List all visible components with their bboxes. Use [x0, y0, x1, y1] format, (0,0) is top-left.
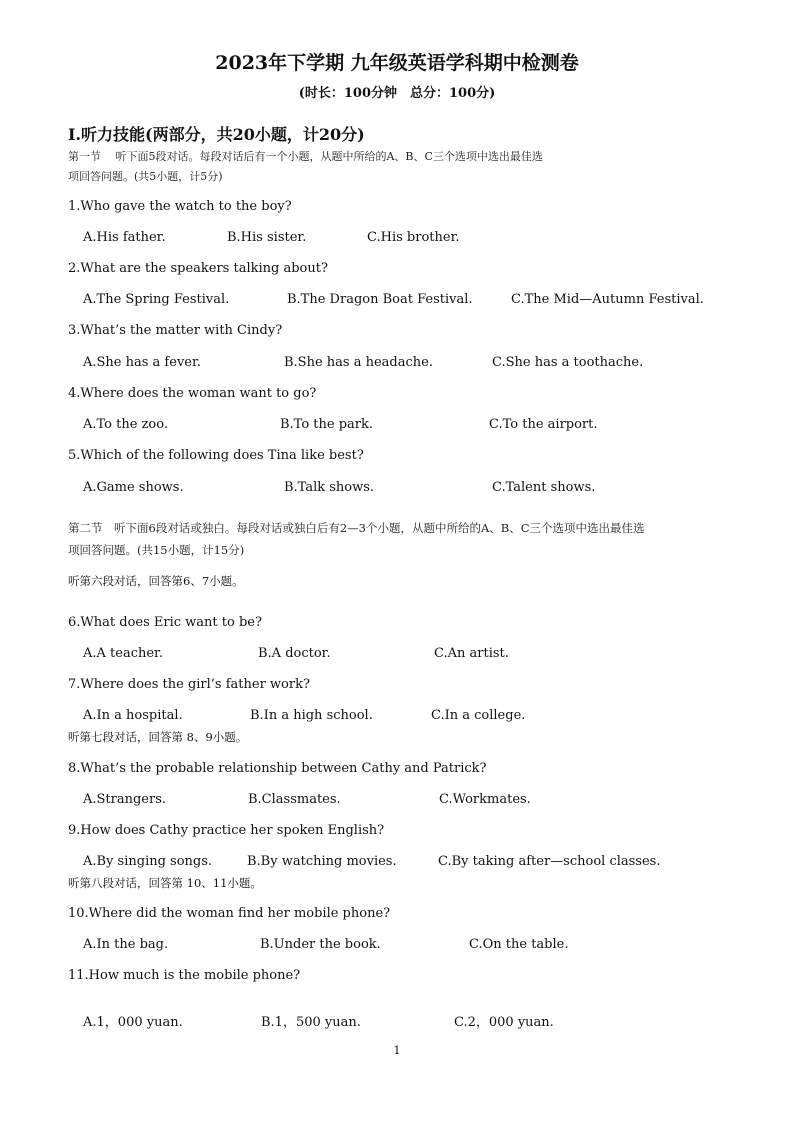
dialogue-7-note: 听第七段对话，回答第 8、9小题。: [68, 730, 248, 744]
question-8: 8.What’s the probable relationship between Cathy and Patrick?: [68, 761, 487, 776]
question-4-option-b: B.To the park.: [280, 417, 374, 432]
question-7-option-b: B.In a high school.: [250, 708, 373, 723]
question-1-option-a: A.His father.: [83, 230, 166, 245]
question-5-option-b: B.Talk shows.: [284, 480, 375, 495]
question-6-option-c: C.An artist.: [434, 646, 509, 661]
question-4-option-a: A.To the zoo.: [83, 417, 168, 432]
question-2-option-a: A.The Spring Festival.: [83, 292, 230, 307]
question-1-option-c: C.His brother.: [367, 230, 460, 245]
part-heading: Ⅰ.听力技能(两部分，共20小题，计20分): [68, 125, 365, 144]
question-3-option-b: B.She has a headache.: [284, 355, 433, 370]
question-5: 5.Which of the following does Tina like best?: [68, 448, 364, 463]
question-8-option-c: C.Workmates.: [439, 792, 531, 807]
question-8-option-b: B.Classmates.: [248, 792, 341, 807]
exam-subtitle: (时长：100分钟 总分：100分): [298, 86, 496, 101]
question-10: 10.Where did the woman find her mobile phone?: [68, 906, 391, 921]
section1-instructions-line1: 第一节 听下面5段对话。每段对话后有一个小题，从题中所给的A、B、C三个选项中选出最佳选: [68, 150, 543, 163]
question-3: 3.What’s the matter with Cindy?: [68, 323, 283, 338]
question-7-option-a: A.In a hospital.: [83, 708, 183, 723]
question-10-option-b: B.Under the book.: [260, 937, 381, 952]
question-5-option-a: A.Game shows.: [83, 480, 184, 495]
section2-instructions-line2: 项回答问题。(共15小题，计15分): [68, 543, 245, 557]
question-2-option-b: B.The Dragon Boat Festival.: [287, 292, 473, 307]
question-6: 6.What does Eric want to be?: [68, 615, 262, 630]
question-9-option-b: B.By watching movies.: [247, 854, 397, 869]
question-4-option-c: C.To the airport.: [489, 417, 598, 432]
exam-title: 2023年下学期 九年级英语学科期中检测卷: [215, 52, 579, 74]
dialogue-8-note: 听第八段对话，回答第 10、11小题。: [68, 876, 262, 890]
question-7: 7.Where does the girl’s father work?: [68, 677, 310, 692]
question-10-option-a: A.In the bag.: [83, 937, 169, 952]
section2-instructions-line1: 第二节 听下面6段对话或独白。每段对话或独白后有2—3个小题，从题中所给的A、B、C三个选项中选出最佳选: [68, 521, 645, 535]
question-3-option-c: C.She has a toothache.: [492, 355, 644, 370]
page-number: 1: [393, 1044, 401, 1057]
question-1-option-b: B.His sister.: [227, 230, 307, 245]
question-8-option-a: A.Strangers.: [83, 792, 167, 807]
question-6-option-a: A.A teacher.: [83, 646, 163, 661]
question-10-option-c: C.On the table.: [469, 937, 569, 952]
question-11-option-a: A.1，000 yuan.: [83, 1015, 183, 1030]
dialogue-6-note: 听第六段对话，回答第6、7小题。: [68, 574, 244, 588]
question-6-option-b: B.A doctor.: [258, 646, 331, 661]
question-11: 11.How much is the mobile phone?: [68, 968, 301, 983]
question-11-option-b: B.1，500 yuan.: [261, 1015, 361, 1030]
question-7-option-c: C.In a college.: [431, 708, 526, 723]
question-5-option-c: C.Talent shows.: [492, 480, 596, 495]
question-2-option-c: C.The Mid—Autumn Festival.: [511, 292, 704, 307]
question-4: 4.Where does the woman want to go?: [68, 386, 317, 401]
section1-instructions-line2: 项回答问题。(共5小题，计5分): [68, 170, 223, 183]
question-2: 2.What are the speakers talking about?: [68, 261, 328, 276]
question-11-option-c: C.2，000 yuan.: [454, 1015, 554, 1030]
question-1: 1.Who gave the watch to the boy?: [68, 199, 292, 214]
question-9: 9.How does Cathy practice her spoken English?: [68, 823, 385, 838]
question-9-option-c: C.By taking after—school classes.: [438, 854, 661, 869]
question-9-option-a: A.By singing songs.: [83, 854, 213, 869]
question-3-option-a: A.She has a fever.: [83, 355, 201, 370]
